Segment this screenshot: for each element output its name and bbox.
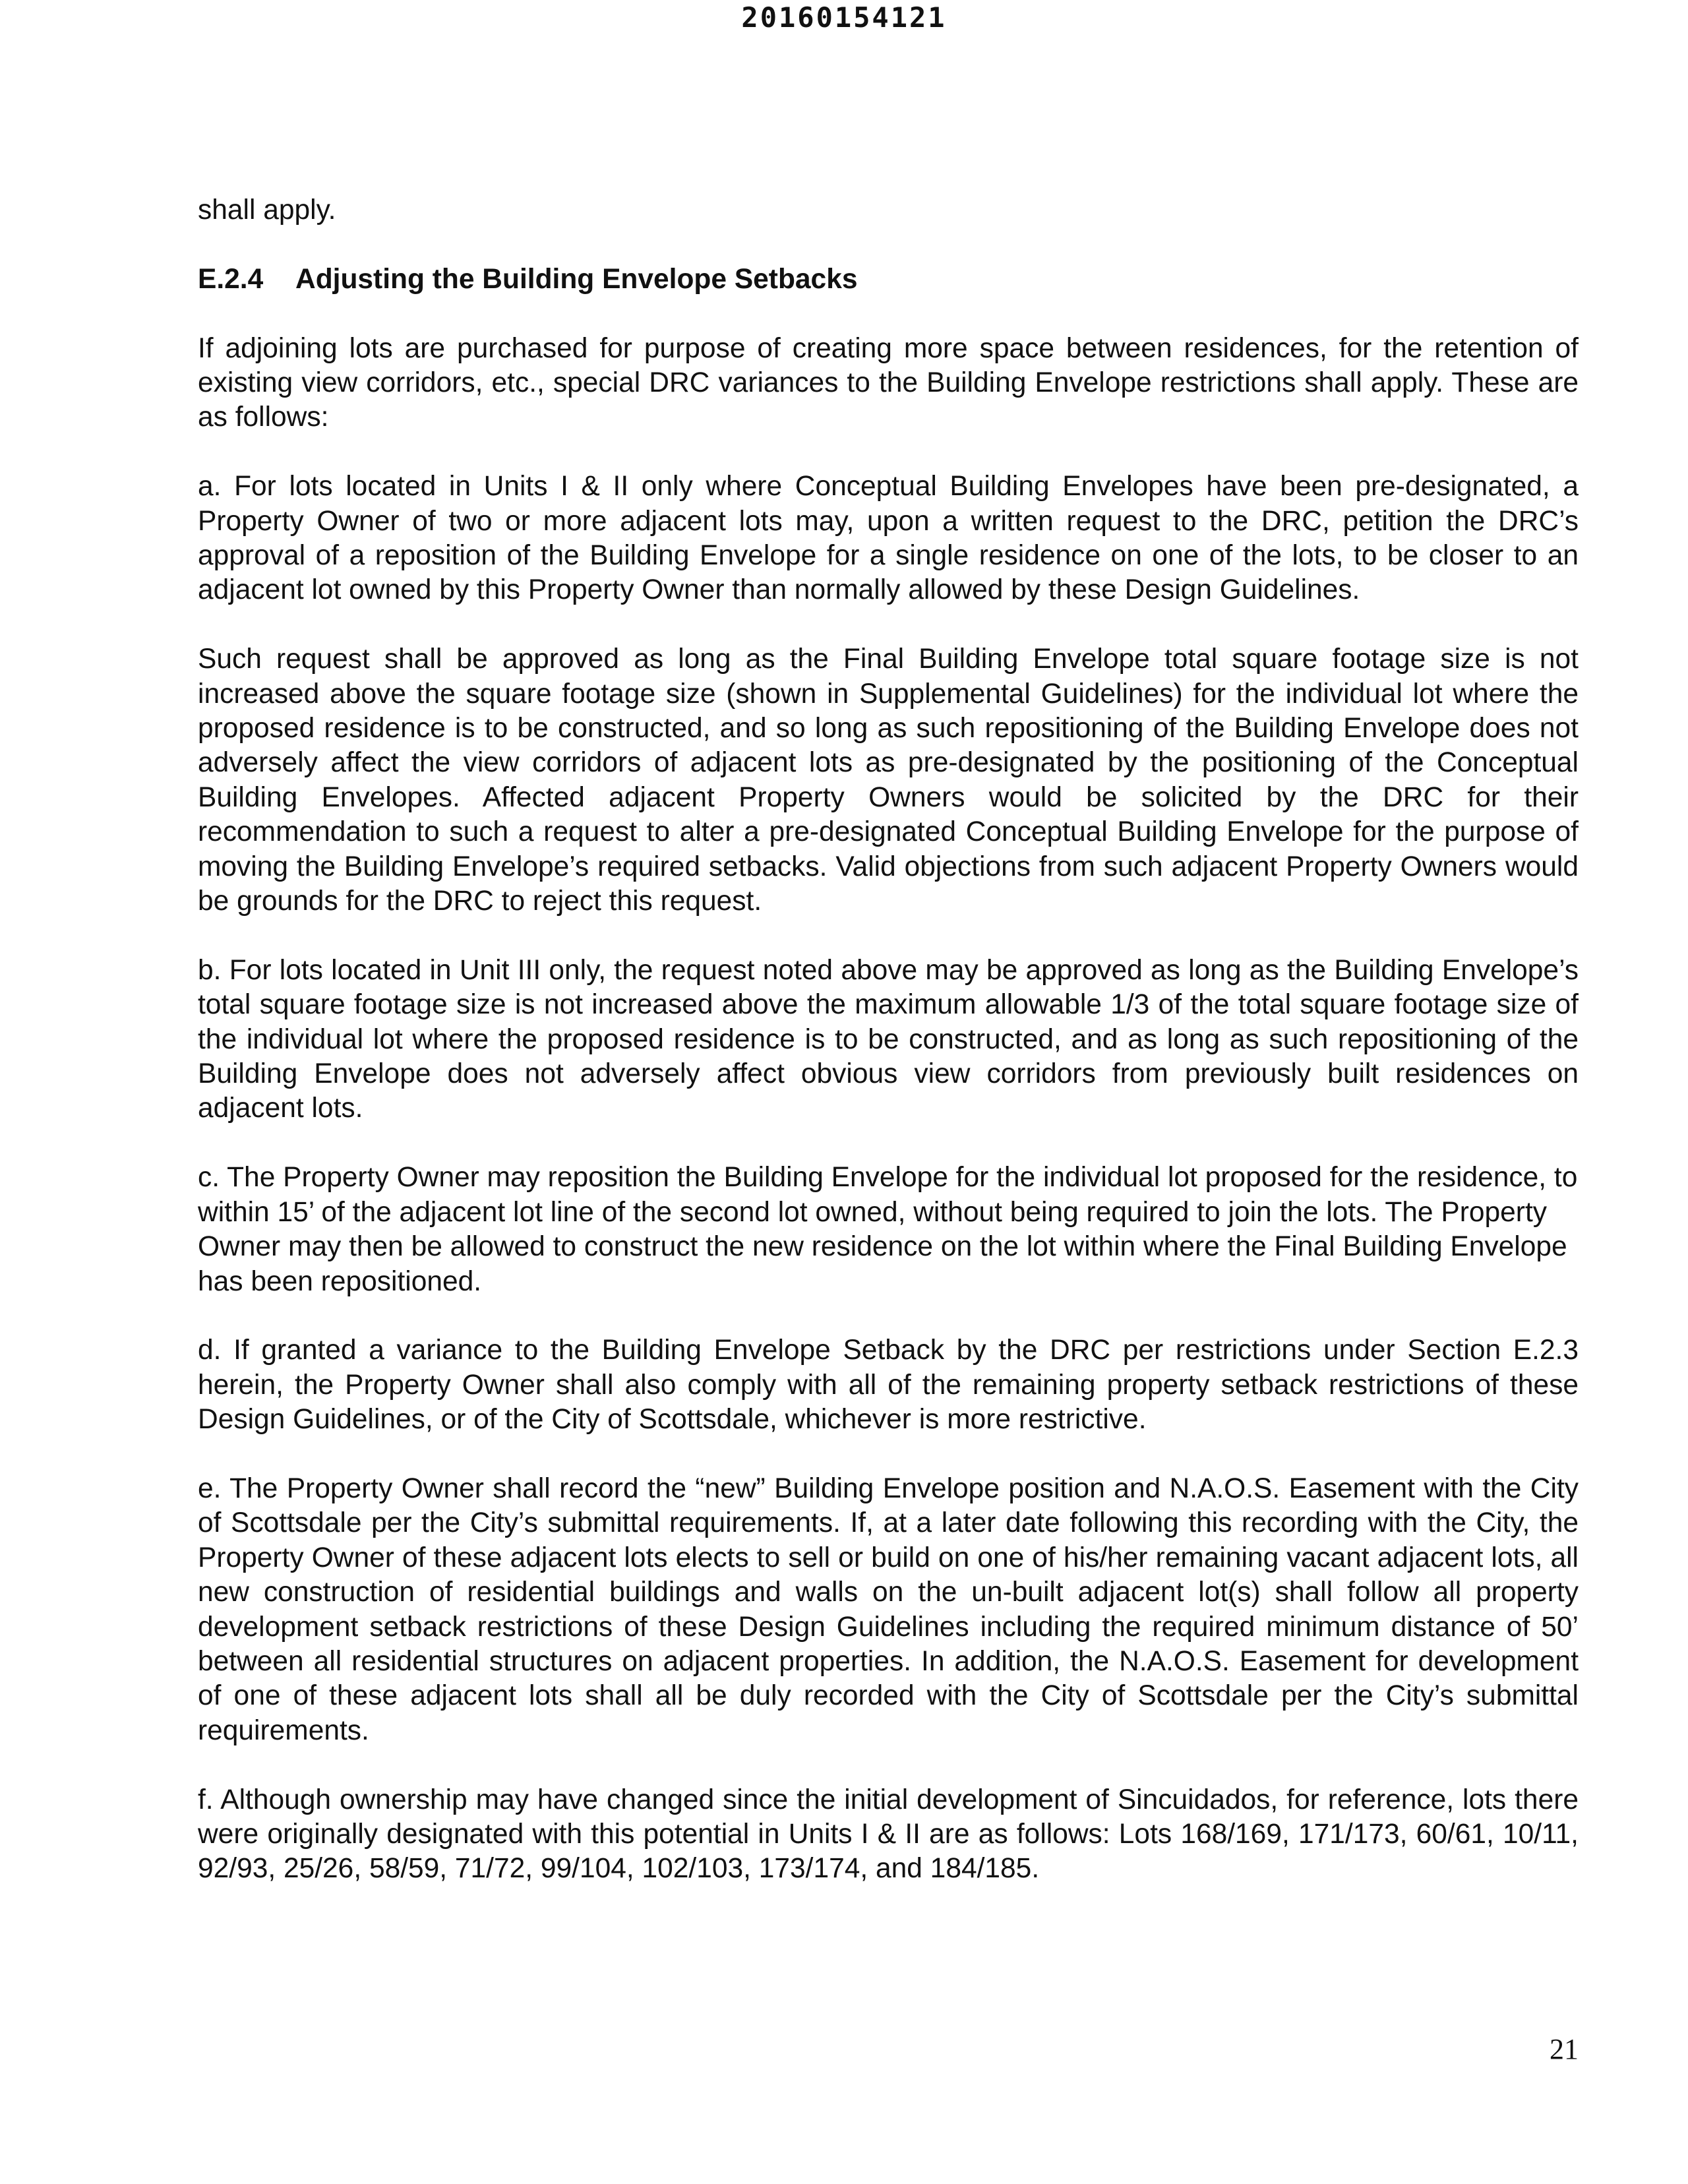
continuation-text: shall apply. (198, 195, 336, 226)
paragraph-b: b. For lots located in Unit III only, the request noted above may be approved as long as the Building Envelope’s total square footage size is not increased above the maximum allowable 1/3 of the total square footage size of the individual lot where the proposed residence is to be constructed, and as long as such repositioning of the Building Envelope does not adversely affect obvious view corridors from previously built residences on adjacent lots. (198, 954, 1579, 1124)
paragraph-c: c. The Property Owner may reposition the Building Envelope for the individual lot proposed for the residence, to within 15’ of the adjacent lot line of the second lot owned, without being required to join the lots. The Property Owner may then be allowed to construct the new residence on the lot within where the Final Building Envelope has been repositioned. (198, 1162, 1578, 1297)
paragraph-a-continued: Such request shall be approved as long as the Final Building Envelope total square footage size is not increased above the square footage size (shown in Supplemental Guidelines) for the individual lot where the proposed residence is to be constructed, and so long as such repositioning of the Building Envelope does not adversely affect the view corridors of adjacent lots as pre-designated by the positioning of the Conceptual Building Envelopes. Affected adjacent Property Owners would be solicited by the DRC for their recommendation to such a request to alter a pre-designated Conceptual Building Envelope for the purpose of moving the Building Envelope’s required setbacks. Valid objections from such adjacent Property Owners would be grounds for the DRC to reject this request. (198, 644, 1579, 917)
paragraph-d: d. If granted a variance to the Building Envelope Setback by the DRC per restrictions under Section E.2.3 herein, the Property Owner shall also comply with all of the remaining property setback restrictions of these Design Guidelines, or of the City of Scottsdale, whichever is more restrictive. (198, 1335, 1579, 1436)
paragraph-intro: If adjoining lots are purchased for purpose of creating more space between residences, for the retention of existing view corridors, etc., special DRC variances to the Building Envelope restrictions shall apply. These are as follows: (198, 332, 1579, 433)
paragraph-a: a. For lots located in Units I & II only where Conceptual Building Envelopes have been pre-designated, a Property Owner of two or more adjacent lots may, upon a written request to the DRC, petition the DRC’s approval of a reposition of the Building Envelope for a single residence on one of the lots, to be closer to an adjacent lot owned by this Property Owner than normally allowed by these Design Guidelines. (198, 471, 1579, 606)
paragraph-e: e. The Property Owner shall record the “new” Building Envelope position and N.A.O.S. Easement with the City of Scottsdale per the City’s submittal requirements. If, at a later date following this recording with the City, the Property Owner of these adjacent lots elects to sell or build on one of his/her remaining vacant adjacent lots, all new construction of residential buildings and walls on the un-built adjacent lot(s) shall follow all property development setback restrictions of these Design Guidelines including the required minimum distance of 50’ between all residential structures on adjacent properties. In addition, the N.A.O.S. Easement for development of one of these adjacent lots shall all be duly recorded with the City of Scottsdale per the City’s submittal requirements. (198, 1472, 1579, 1746)
paragraph-f: f. Although ownership may have changed since the initial development of Sincuidados, for reference, lots there were originally designated with this potential in Units I & II are as follows: Lots 168/169, 171/173, 60/61, 10/11, 92/93, 25/26, 58/59, 71/72, 99/104, 102/103, 173/174, and 184/185. (198, 1784, 1579, 1885)
document-number: 20160154121 (741, 1, 947, 34)
page-number: 21 (1550, 2033, 1579, 2065)
page-body (198, 193, 1579, 1887)
section-title: Adjusting the Building Envelope Setbacks (295, 263, 858, 295)
section-heading (198, 262, 1579, 297)
section-number: E.2.4 (198, 263, 264, 295)
